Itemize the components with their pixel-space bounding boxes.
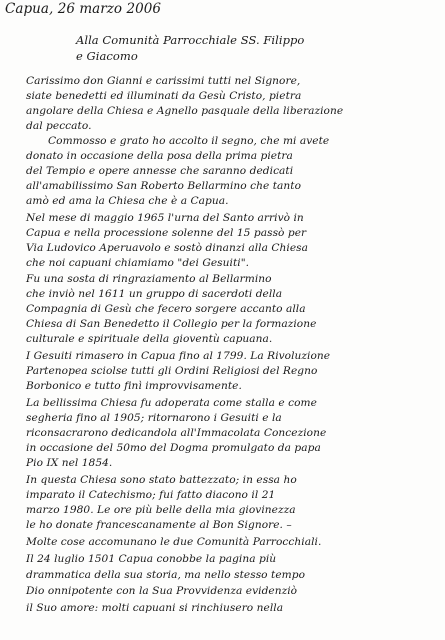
letter-body-line: il Suo amore: molti capuani si rinchiusero nella xyxy=(26,602,284,614)
letter-date: Capua, 26 marzo 2006 xyxy=(5,1,162,17)
letter-body-line: Dio onnipotente con la Sua Provvidenza evidenziò xyxy=(26,585,298,597)
letter-body-line: donato in occasione della posa della prima pietra xyxy=(26,150,293,162)
letter-address-line-1: Alla Comunità Parrocchiale SS. Filippo xyxy=(76,33,305,47)
letter-body-line: Compagnia di Gesù che fecero sorgere accanto alla xyxy=(26,303,306,315)
letter-body-line: culturale e spirituale della gioventù capuana. xyxy=(26,333,273,345)
letter-body-line: Nel mese di maggio 1965 l'urna del Santo arrivò in xyxy=(26,212,304,224)
letter-body-line: In questa Chiesa sono stato battezzato; in essa ho xyxy=(26,474,297,486)
letter-body-line: che inviò nel 1611 un gruppo di sacerdoti della xyxy=(26,288,283,300)
letter-body-line: Molte cose accomunano le due Comunità Parrocchiali. xyxy=(26,536,322,548)
letter-body-line: amò ed ama la Chiesa che è a Capua. xyxy=(26,195,229,207)
letter-body-line: riconsacrarono dedicandola all'Immacolata Concezione xyxy=(26,427,327,439)
letter-body-line: Il 24 luglio 1501 Capua conobbe la pagina più xyxy=(26,553,277,565)
letter-body-line: Chiesa di San Benedetto il Collegio per la formazione xyxy=(26,318,317,330)
letter-body-line: Carissimo don Gianni e carissimi tutti nel Signore, xyxy=(26,75,301,87)
letter-body-line: Pio IX nel 1854. xyxy=(26,457,113,469)
letter-body-line: drammatica della sua storia, ma nello stesso tempo xyxy=(26,569,306,581)
letter-body-line: imparato il Catechismo; fui fatto diacono il 21 xyxy=(26,489,276,501)
letter-body-line: Partenopea sciolse tutti gli Ordini Religiosi del Regno xyxy=(26,365,318,377)
letter-body-line: Fu una sosta di ringraziamento al Bellarmino xyxy=(26,273,272,285)
letter-body-line: dal peccato. xyxy=(26,120,92,132)
letter-body-line: all'amabilissimo San Roberto Bellarmino che tanto xyxy=(26,180,302,192)
letter-body-line: angolare della Chiesa e Agnello pasquale della liberazione xyxy=(26,105,344,117)
letter-body-line: La bellissima Chiesa fu adoperata come stalla e come xyxy=(26,397,317,409)
letter-body-line: in occasione del 50mo del Dogma promulgato da papa xyxy=(26,442,321,454)
letter-body-line: I Gesuiti rimasero in Capua fino al 1799. La Rivoluzione xyxy=(26,350,331,362)
letter-body-line: marzo 1980. Le ore più belle della mia giovinezza xyxy=(26,504,296,516)
letter-body-line: del Tempio e opere annesse che saranno dedicati xyxy=(26,165,294,177)
letter-body-line: le ho donate francescanamente al Bon Signore. – xyxy=(26,519,292,531)
letter-body-line: siate benedetti ed illuminati da Gesù Cristo, pietra xyxy=(26,90,302,102)
letter-body-line: Capua e nella processione solenne del 15 passò per xyxy=(26,227,307,239)
letter-body-line: Borbonico e tutto finì improvvisamente. xyxy=(26,380,242,392)
letter-body-line: che noi capuani chiamiamo "dei Gesuiti". xyxy=(26,257,250,269)
letter-body-line: Via Ludovico Aperuavolo e sostò dinanzi alla Chiesa xyxy=(26,242,309,254)
letter-body-line: Commosso e grato ho accolto il segno, che mi avete xyxy=(48,135,330,147)
letter-address-line-2: e Giacomo xyxy=(76,49,138,63)
letter-body-line: segheria fino al 1905; ritornarono i Gesuiti e la xyxy=(26,412,282,424)
